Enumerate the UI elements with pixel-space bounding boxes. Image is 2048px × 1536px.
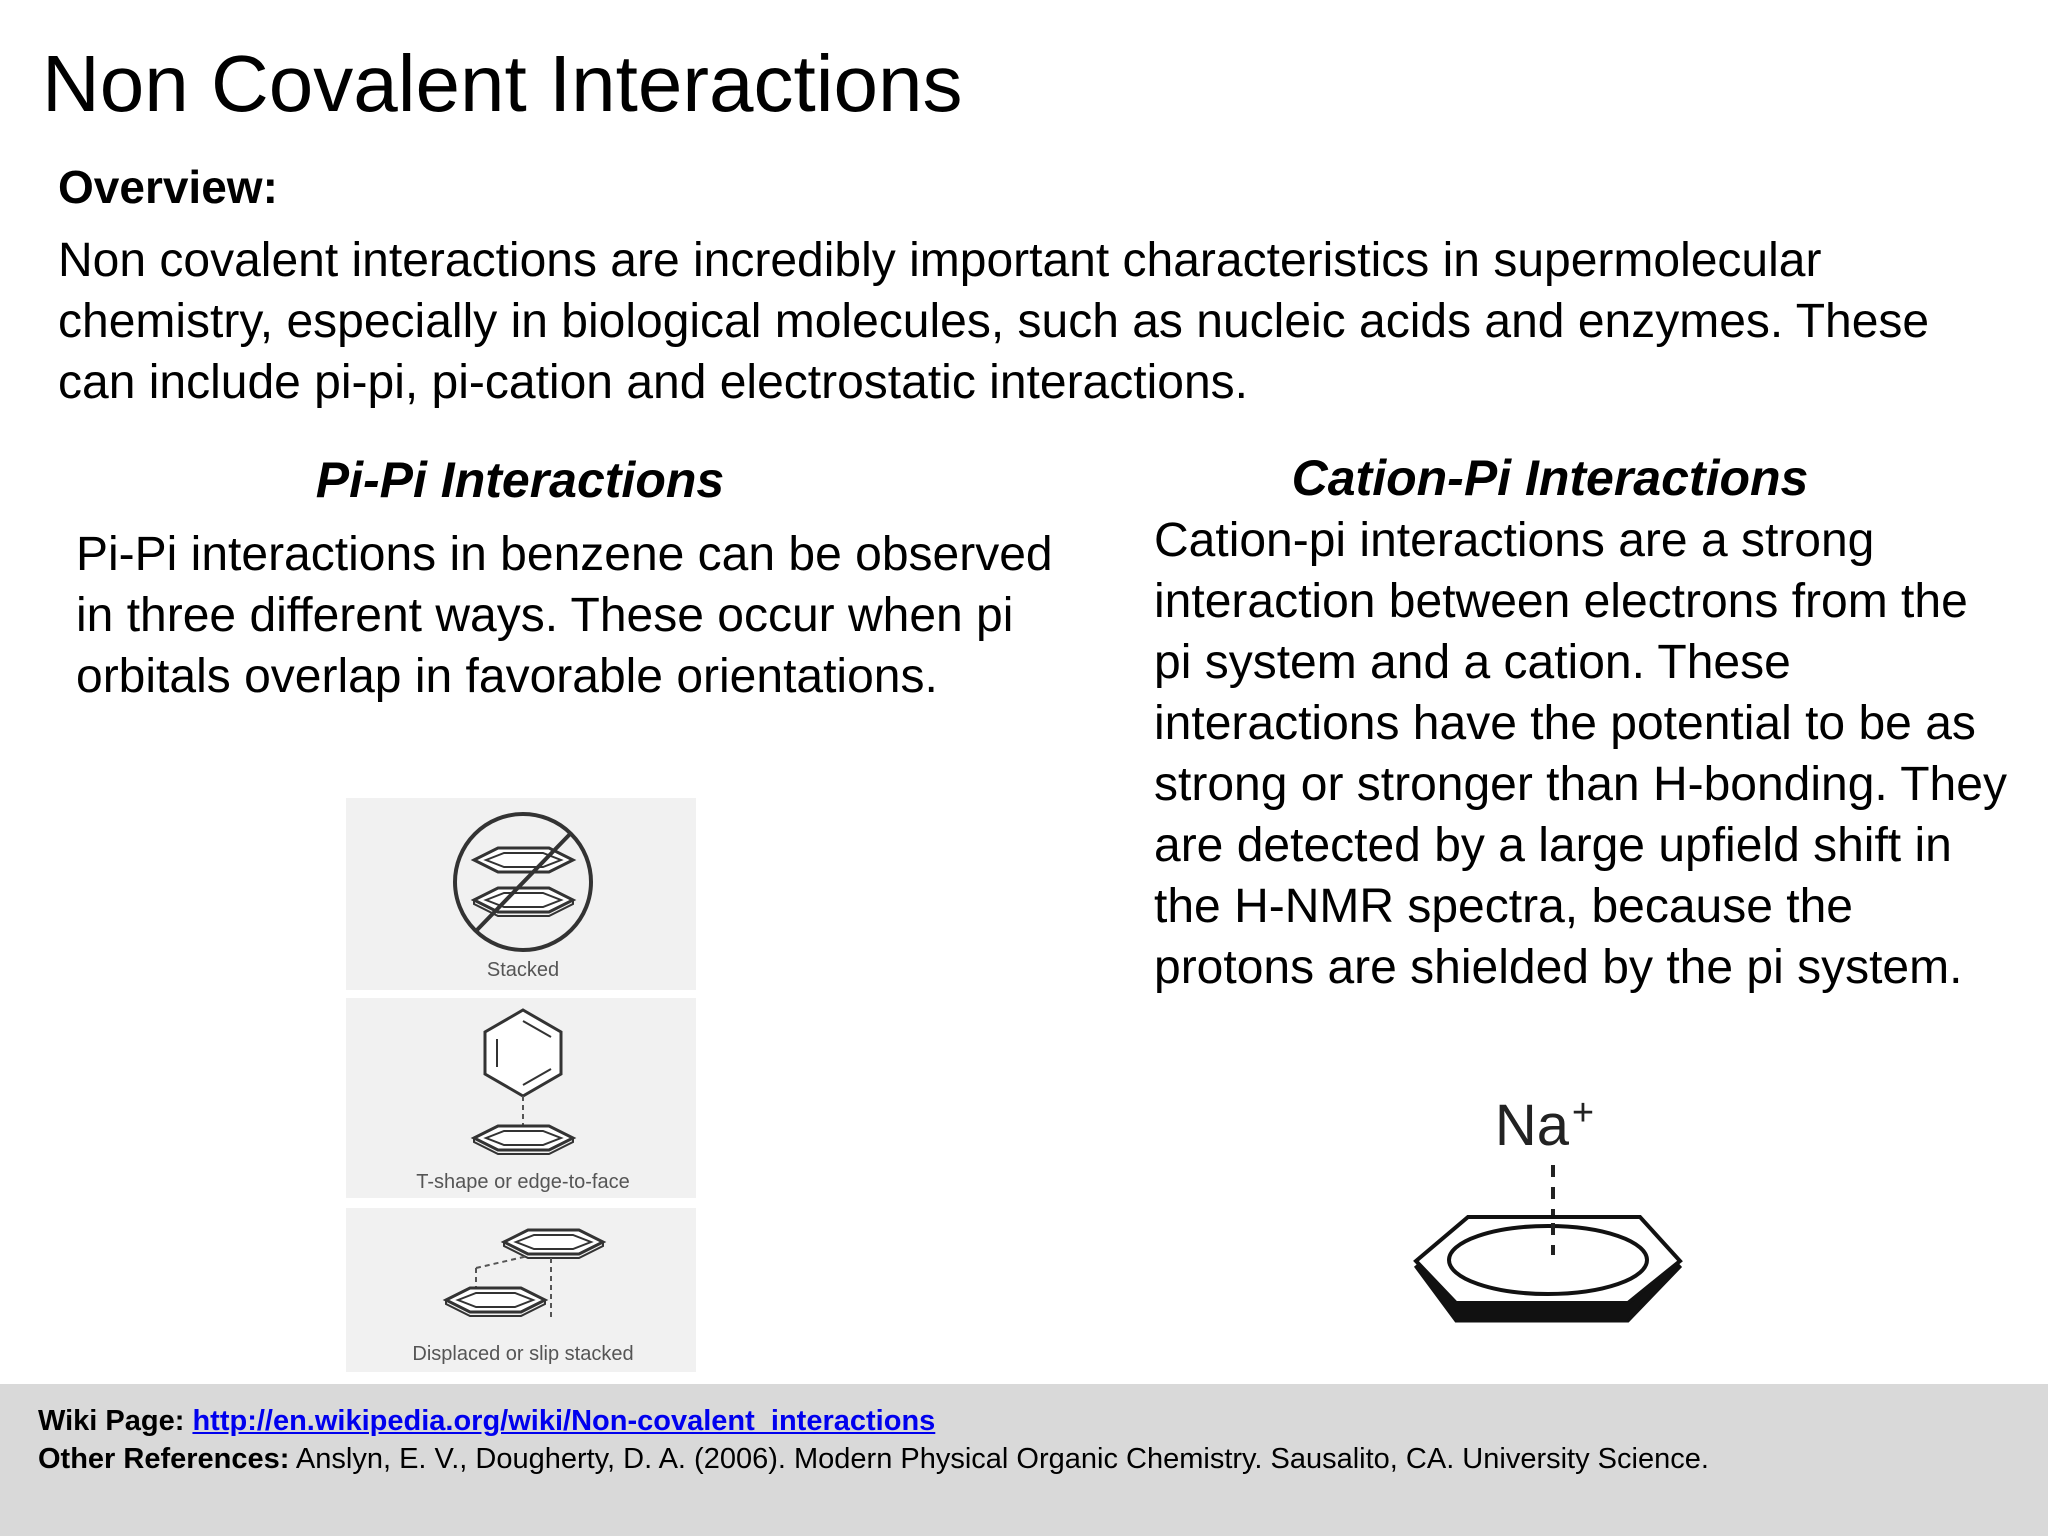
pipi-heading: Pi-Pi Interactions [315, 452, 725, 508]
cation-pi-heading: Cation-Pi Interactions [1291, 450, 1809, 506]
pipi-interactions-figure [346, 798, 696, 1372]
sodium-ion-label: Na [1494, 1095, 1570, 1158]
benzene-ring-icon [1416, 1217, 1680, 1321]
stacked-caption: Stacked [486, 959, 560, 981]
cation-pi-figure [1390, 1095, 1710, 1345]
other-references-line [38, 1442, 1709, 1477]
cation-pi-figure-svg [1390, 1095, 1710, 1345]
pipi-figure-svg [346, 798, 696, 1372]
wiki-label: Wiki Page: [38, 1405, 185, 1437]
slide-title: Non Covalent Interactions [42, 39, 963, 128]
displaced-benzene-bottom-icon [446, 1288, 545, 1316]
overview-text: Non covalent interactions are incredibly important characteristics in supermolecular chemistry, especially in biological molecules, such as nucleic acids and enzymes. These can include pi-pi, pi-cation and electrostatic interactions. [58, 234, 1930, 409]
other-references-text: Anslyn, E. V., Dougherty, D. A. (2006). Modern Physical Organic Chemistry. Sausalito, CA. University Science. [295, 1443, 1709, 1475]
other-references-label: Other References: [38, 1443, 290, 1475]
stacked-benzene-top-icon [474, 848, 573, 872]
cation-pi-body: Cation-pi interactions are a strong interaction between electrons from the pi system and a cation. These interactions have the potential to be as strong or stronger than H-bonding. They are detected by a large upfield shift in the H-NMR spectra, because the protons are shielded by the pi system. [1154, 514, 2007, 994]
overview-label: Overview: [58, 161, 278, 213]
displaced-benzene-top-icon [504, 1230, 603, 1258]
wiki-reference-line [38, 1404, 935, 1439]
wiki-link[interactable]: http://en.wikipedia.org/wiki/Non-covalent_interactions [192, 1405, 936, 1437]
pipi-body: Pi-Pi interactions in benzene can be observed in three different ways. These occur when pi orbitals overlap in favorable orientations. [76, 528, 1053, 703]
sodium-ion-charge: + [1571, 1095, 1595, 1134]
stacked-benzene-bottom-icon [474, 888, 573, 916]
displaced-caption: Displaced or slip stacked [412, 1343, 634, 1365]
t-shape-flat-benzene-icon [474, 1126, 573, 1154]
t-shape-caption: T-shape or edge-to-face [416, 1171, 630, 1193]
references-footer [0, 1384, 2048, 1536]
